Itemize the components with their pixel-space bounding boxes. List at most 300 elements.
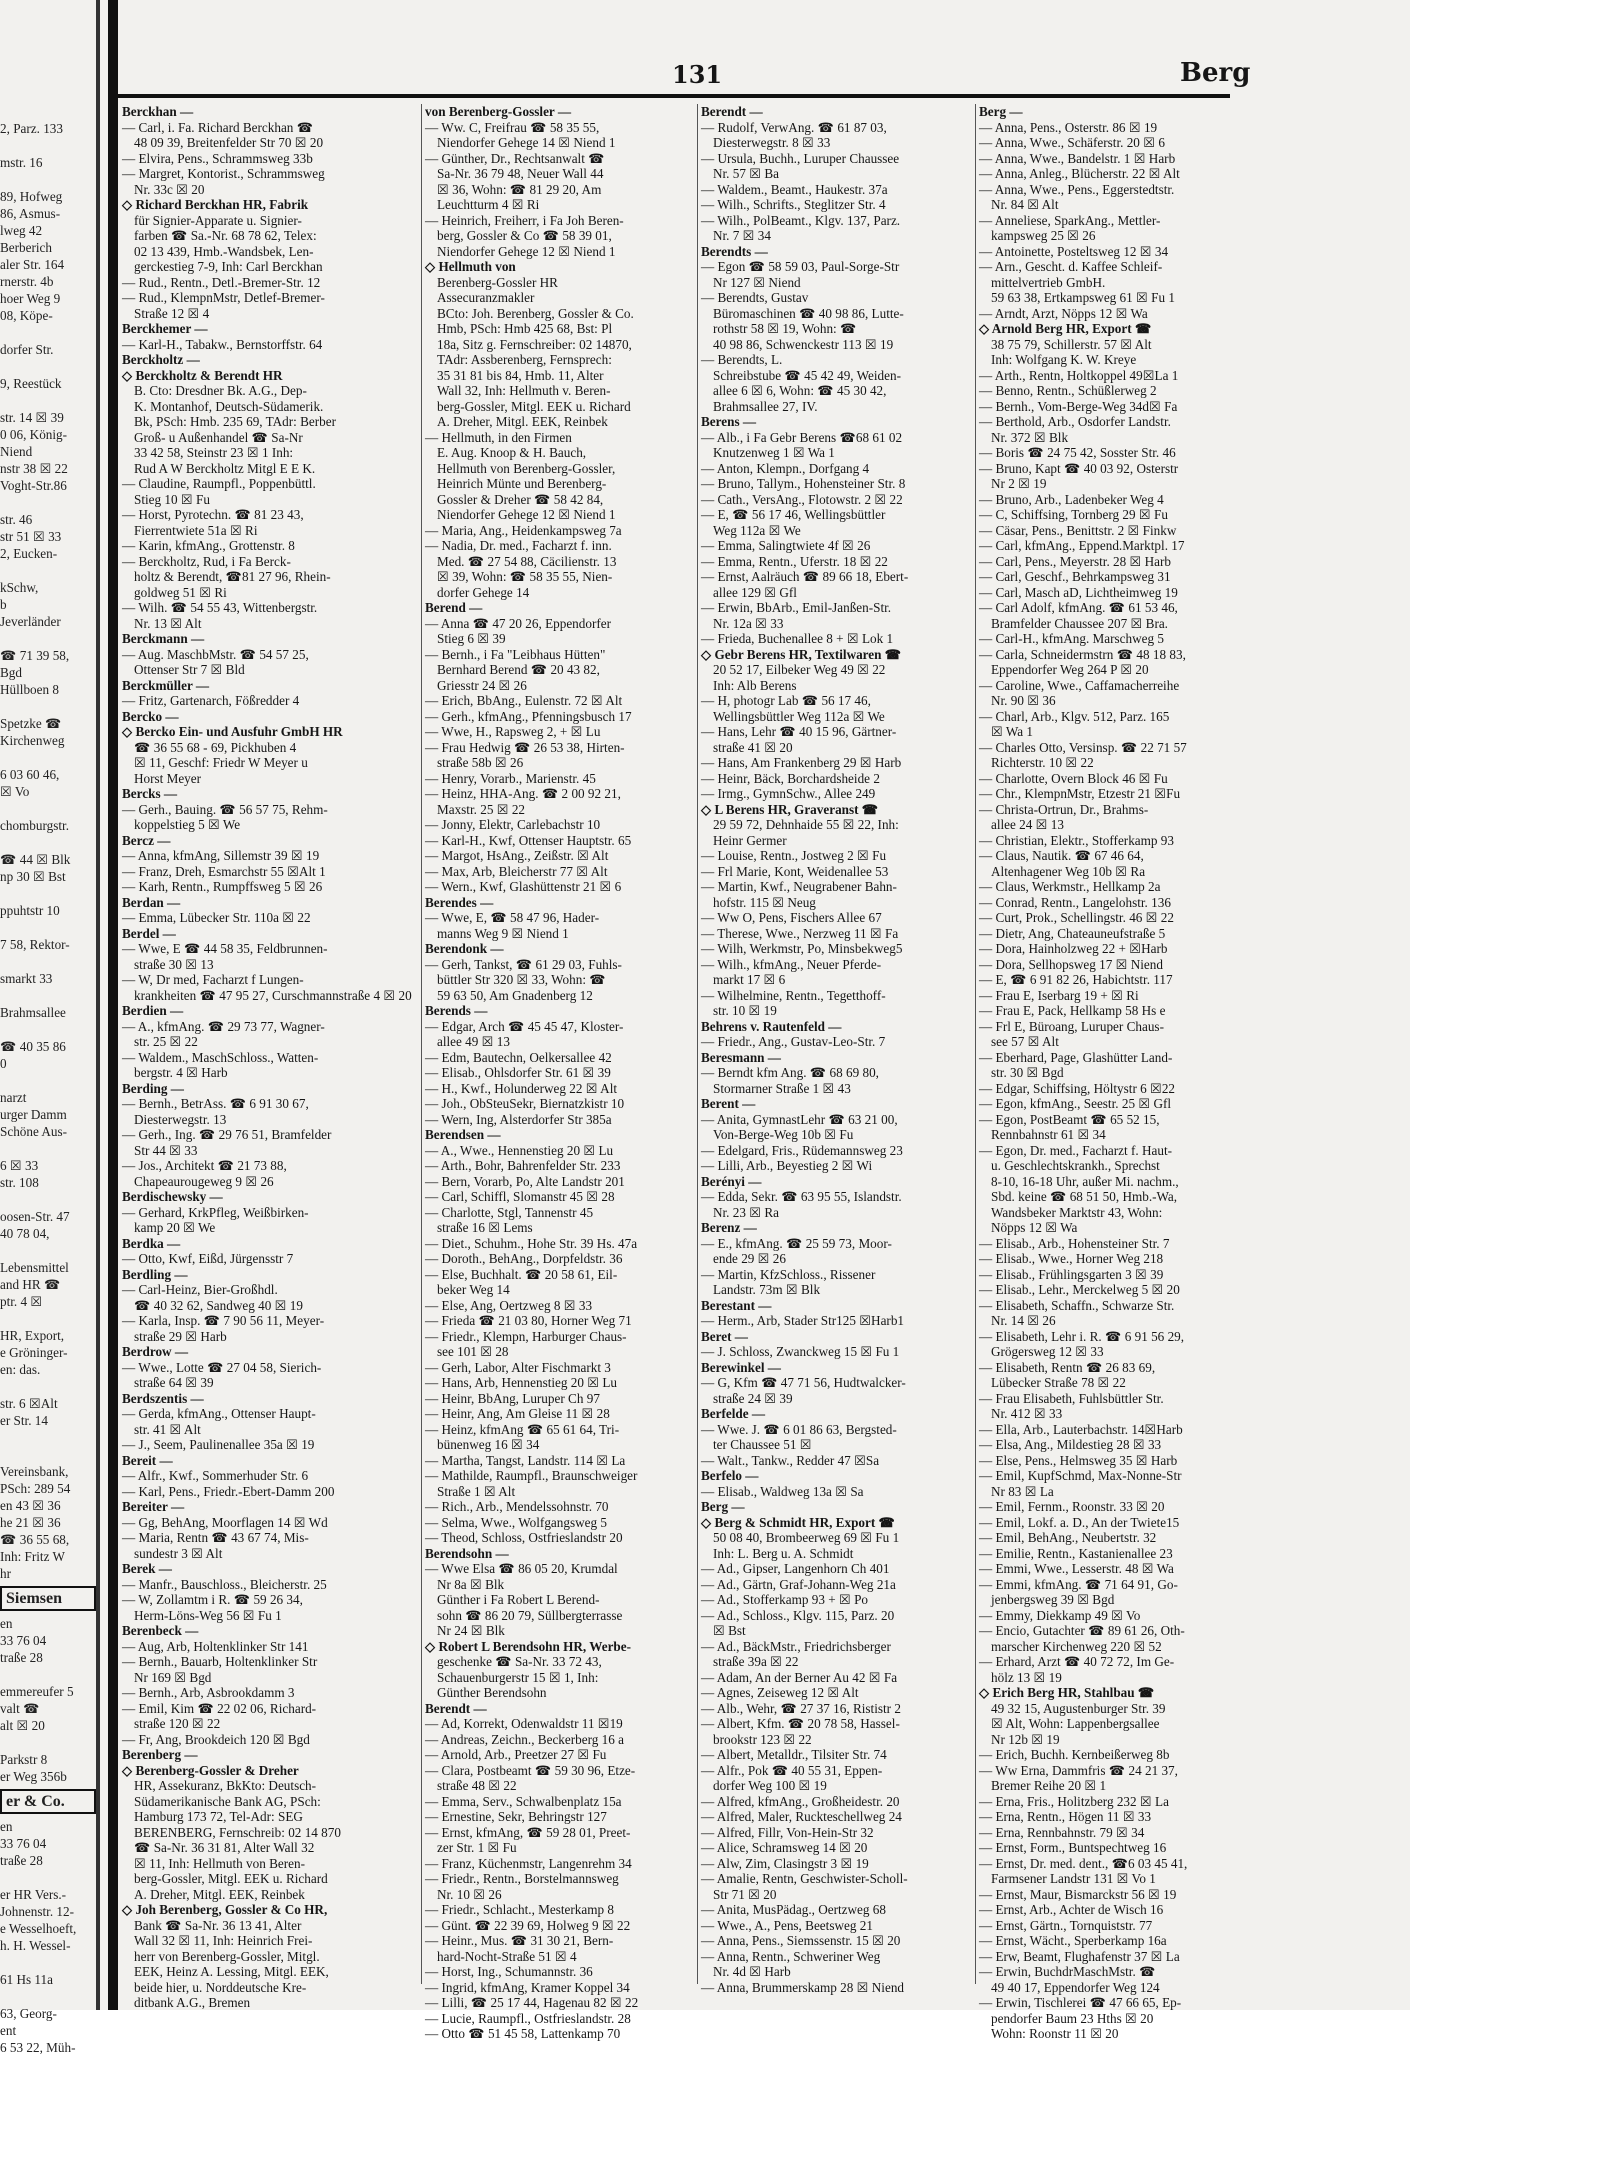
directory-entry-line: — Wilhelmine, Rentn., Tegetthoff- [701, 987, 886, 1003]
directory-entry-line: Lübecker Straße 78 ☒ 22 [991, 1375, 1126, 1390]
directory-entry-line: — Ernst, Gärtn., Tornquiststr. 77 [979, 1917, 1153, 1933]
directory-entry-line: — Hans, Arb, Hennenstieg 20 ☒ Lu [425, 1375, 618, 1390]
surname-heading: Berckhan — [122, 104, 194, 119]
directory-entry-line: Südamerikanische Bank AG, PSch: [134, 1793, 321, 1809]
surname-heading: Berent — [701, 1096, 756, 1111]
directory-entry-line: — Bernh., Arb, Asbrookdamm 3 [122, 1685, 295, 1700]
directory-entry-line: Brahmsallee 27, IV. [713, 398, 818, 414]
directory-entry-line: Rennbahnstr 61 ☒ 34 [991, 1127, 1106, 1142]
fragment-line: np 30 ☒ Bst [0, 869, 66, 884]
directory-entry-line: Altenhagener Weg 10b ☒ Ra [991, 863, 1146, 879]
directory-entry-line: — Martha, Tangst, Landstr. 114 ☒ La [425, 1452, 626, 1468]
directory-entry-line: — Frl E, Büroang, Luruper Chaus- [979, 1018, 1164, 1034]
directory-entry-line: Farmsener Landstr 131 ☒ Vo 1 [991, 1871, 1156, 1886]
directory-entry-line: EEK, Heinz A. Lessing, Mitgl. EEK, [134, 1964, 329, 1979]
column-divider [975, 104, 976, 1984]
directory-entry-line: — Wern, Ing, Alsterdorfer Str 385a [425, 1111, 612, 1127]
directory-entry-line: — Selma, Wwe., Wolfgangsweg 5 [425, 1514, 607, 1530]
directory-entry-line: Heinrich Münte und Berenberg- [437, 476, 607, 491]
directory-entry-line: — Albert, Kfm. ☎ 20 78 58, Hassel- [701, 1716, 900, 1731]
surname-heading: Berdka — [122, 1235, 181, 1251]
directory-entry-line: Maxstr. 25 ☒ 22 [437, 801, 526, 817]
directory-entry-line: — Therese, Wwe., Nerzweg 11 ☒ Fa [701, 925, 899, 941]
directory-entry-line: — J., Seem, Paulinenallee 35a ☒ 19 [122, 1437, 315, 1452]
directory-entry-line: — H, photogr Lab ☎ 56 17 46, [701, 693, 871, 708]
fragment-line: b [0, 597, 7, 612]
fragment-line: Inh: Fritz W [0, 1549, 65, 1564]
fragment-line: hoer Weg 9 [0, 291, 61, 306]
directory-entry-line: — Anneliese, SparkAng., Mettler- [979, 212, 1161, 228]
directory-entry-line: — Claudine, Raumpfl., Poppenbüttl. [122, 476, 316, 491]
directory-entry-line: — Martin, Kwf., Neugrabener Bahn- [701, 879, 897, 894]
directory-entry-line: — Erw, Beamt, Flughafenstr 37 ☒ La [979, 1948, 1180, 1964]
directory-entry-line: Nr 12b ☒ 19 [991, 1731, 1060, 1747]
directory-entry-line: Hmb, PSch: Hmb 425 68, Bst: Pl [437, 321, 613, 336]
directory-entry-line: — Ernst, Maur, Bismarckstr 56 ☒ 19 [979, 1886, 1177, 1902]
directory-entry-line: allee 129 ☒ Gfl [713, 584, 797, 600]
directory-entry-line: — Karl, Pens., Friedr.-Ebert-Damm 200 [122, 1483, 335, 1499]
directory-entry-line: — Frau E, Iserbarg 19 + ☒ Ri [979, 987, 1139, 1003]
column-4 [979, 104, 1229, 2041]
directory-entry-line: straße 48 ☒ 22 [437, 1778, 517, 1793]
directory-entry-line: — Arth., Bohr, Bahrenfelder Str. 233 [425, 1158, 621, 1173]
directory-entry-line: Med. ☎ 27 54 88, Cäcilienstr. 13 [437, 553, 617, 569]
page-gutter-line [96, 0, 100, 2010]
fragment-line [0, 834, 96, 851]
surname-heading: Berendonk — [425, 941, 504, 956]
directory-entry-line: — Eberhard, Page, Glashütter Land- [979, 1049, 1173, 1065]
directory-entry-line: farben ☎ Sa.-Nr. 68 78 62, Telex: [134, 228, 317, 243]
directory-entry-line: — Heinr., Mus. ☎ 31 30 21, Bern- [425, 1933, 614, 1948]
directory-entry-line: — Franz, Küchenmstr, Langenrehm 34 [425, 1855, 632, 1871]
directory-entry-line: str. 41 ☒ Alt [134, 1421, 201, 1437]
directory-entry-line: — Carl Adolf, kfmAng. ☎ 61 53 46, [979, 600, 1178, 615]
directory-entry-line: 35 31 81 bis 84, Hmb. 11, Alter [437, 367, 604, 383]
fragment-line: traße 28 [0, 1650, 43, 1665]
directory-entry-line: E. Aug. Knoop & H. Bauch, [437, 445, 587, 460]
fragment-line: en [0, 1616, 13, 1631]
surname-heading: Behrens v. Rautenfeld — [701, 1018, 842, 1034]
directory-entry-line: — Karl-H., Kwf, Ottenser Hauptstr. 65 [425, 832, 632, 848]
directory-entry-line: Stieg 10 ☒ Fu [134, 491, 210, 507]
directory-entry-line: — Lucie, Raumpfl., Ostfrieslandstr. 28 [425, 2010, 631, 2026]
surname-heading: Berek — [122, 1561, 172, 1576]
directory-entry-line: — E., kfmAng. ☎ 25 59 73, Moor- [701, 1235, 892, 1251]
directory-entry-line: — C, Schiffsing, Tornberg 29 ☒ Fu [979, 507, 1168, 522]
directory-entry-line: — Carl-Heinz, Bier-Großhdl. [122, 1282, 278, 1297]
directory-entry-line: — J. Schloss, Zwanckweg 15 ☒ Fu 1 [701, 1344, 900, 1359]
directory-entry-line: Hamburg 173 72, Tel-Adr: SEG [134, 1809, 303, 1824]
directory-entry-line: — Berthold, Arb., Osdorfer Landstr. [979, 414, 1171, 429]
directory-entry-line: — Gg, BehAng, Moorflagen 14 ☒ Wd [122, 1514, 328, 1530]
directory-entry-line: — Heinr, Ang, Am Gleise 11 ☒ 28 [425, 1406, 610, 1421]
directory-entry-line: — Amalie, Rentn, Geschwister-Scholl- [701, 1871, 908, 1886]
directory-entry-line: — Berendts, L. [701, 352, 783, 367]
surname-heading: Berdan — [122, 894, 181, 910]
surname-heading: Berckholtz — [122, 352, 200, 367]
fragment-line: Berberich [0, 240, 52, 255]
directory-entry-line: — Fritz, Gartenarch, Fößredder 4 [122, 693, 300, 708]
fragment-line: ☎ 40 35 86 [0, 1039, 66, 1054]
fragment-line [0, 494, 96, 511]
column-divider [697, 104, 698, 1984]
directory-entry-line: jenbergsweg 39 ☒ Bgd [991, 1592, 1115, 1607]
directory-entry-line: straße 58b ☒ 26 [437, 755, 524, 770]
fragment-line [0, 885, 96, 902]
fragment-line: str. 46 [0, 512, 33, 527]
directory-entry-line: — Bernh., i Fa "Leibhaus Hütten" [425, 646, 606, 662]
fragment-line [0, 358, 96, 375]
directory-entry-line: 50 08 40, Brombeerweg 69 ☒ Fu 1 [713, 1530, 900, 1545]
directory-entry-line: — Wilh, Werkmstr, Po, Minsbekweg5 [701, 941, 903, 956]
directory-entry-line: BCto: Joh. Berenberg, Gossler & Co. [437, 305, 634, 321]
surname-heading: von Berenberg-Gossler — [425, 104, 572, 119]
surname-heading: Berestant — [701, 1297, 772, 1313]
directory-entry-line: — Diet., Schuhm., Hohe Str. 39 Hs. 47a [425, 1235, 638, 1251]
directory-entry-line: Nr 127 ☒ Niend [713, 274, 801, 290]
directory-entry-line: — Christa-Ortrun, Dr., Brahms- [979, 801, 1149, 817]
directory-entry-line: Schauenburgerstr 15 ☒ 1, Inh: [437, 1669, 599, 1685]
fragment-line: Spetzke ☎ [0, 716, 62, 731]
directory-entry-line: — Caroline, Wwe., Caffamacherreihe [979, 677, 1180, 693]
directory-entry-line: bergstr. 4 ☒ Harb [134, 1065, 228, 1080]
fragment-line [0, 1666, 96, 1683]
surname-heading: Berdszentis — [122, 1390, 204, 1406]
fragment-line: traße 28 [0, 1853, 43, 1868]
directory-entry-line: Nr. 33c ☒ 20 [134, 181, 205, 197]
directory-entry-line: Büromaschinen ☎ 40 98 86, Lutte- [713, 305, 904, 321]
directory-entry-line: — Otto ☎ 51 45 58, Lattenkamp 70 [425, 2026, 621, 2041]
firm-entry: ◇ Berckholtz & Berendt HR [122, 367, 283, 383]
directory-entry-line: Nr 83 ☒ La [991, 1483, 1054, 1499]
fragment-line: e Gröninger- [0, 1345, 68, 1360]
directory-entry-line: — Ernst, Dr. med. dent., ☎6 03 45 41, [979, 1855, 1188, 1871]
directory-entry-line: — Elisabeth, Lehr i. R. ☎ 6 91 56 29, [979, 1328, 1185, 1344]
fragment-line: alt ☒ 20 [0, 1718, 45, 1733]
directory-entry-line: — Egon, kfmAng., Seestr. 25 ☒ Gfl [979, 1096, 1172, 1111]
directory-entry-line: allee 49 ☒ 13 [437, 1034, 510, 1049]
directory-entry-line: ditbank A.G., Bremen [134, 1995, 251, 2010]
surname-heading: Berenberg — [122, 1747, 198, 1762]
directory-entry-line: str. 10 ☒ 19 [713, 1003, 777, 1018]
surname-heading: Berendes — [425, 894, 494, 910]
directory-entry-line: Nöpps 12 ☒ Wa [991, 1220, 1078, 1235]
column-3 [701, 104, 971, 1995]
directory-entry-line: — Alb., Wehr, ☎ 27 37 16, Rististr 2 [701, 1700, 901, 1716]
fragment-line: ppuhtstr 10 [0, 903, 60, 918]
fragment-line: PSch: 289 54 [0, 1481, 71, 1496]
fragment-line [0, 137, 96, 154]
directory-entry-line: — Cäsar, Pens., Benittstr. 2 ☒ Finkw [979, 522, 1177, 538]
directory-entry-line: Nr. 372 ☒ Blk [991, 429, 1069, 445]
directory-entry-line: — Heinrich, Freiherr, i Fa Joh Beren- [425, 212, 624, 228]
fragment-line: narzt [0, 1090, 27, 1105]
fragment-line [0, 1954, 96, 1971]
directory-entry-line: ☒ 11, Geschf: Friedr W Meyer u [134, 755, 308, 770]
firm-entry: ◇ Berg & Schmidt HR, Export ☎ [701, 1514, 895, 1530]
surname-heading: Berendsen — [425, 1127, 501, 1142]
directory-entry-line: — Gerda, kfmAng., Ottenser Haupt- [122, 1406, 316, 1421]
directory-entry-line: — Karin, kfmAng., Grottenstr. 8 [122, 538, 295, 553]
fragment-line [0, 562, 96, 579]
fragment-lines-3 [0, 1818, 96, 2056]
directory-entry-line: — Aug. MaschbMstr. ☎ 54 57 25, [122, 646, 309, 662]
fragment-line: ☒ Vo [0, 784, 30, 799]
fragment-line: 86, Asmus- [0, 206, 61, 221]
directory-entry-line: ☒ Wa 1 [991, 724, 1034, 739]
fragment-line: ☎ 36 55 68, [0, 1532, 70, 1547]
directory-entry-line: K. Montanhof, Deutsch-Südamerik. [134, 398, 324, 414]
fragment-line: aler Str. 164 [0, 257, 65, 272]
directory-entry-line: straße 120 ☒ 22 [134, 1716, 221, 1731]
directory-entry-line: B. Cto: Dresdner Bk. A.G., Dep- [134, 383, 307, 398]
fragment-line: 9, Reestück [0, 376, 62, 391]
directory-entry-line: Niendorfer Gehege 12 ☒ Niend 1 [437, 507, 616, 522]
directory-entry-line: — Agnes, Zeiseweg 12 ☒ Alt [701, 1685, 859, 1700]
directory-entry-line: ☎ 40 32 62, Sandweg 40 ☒ 19 [134, 1297, 303, 1313]
directory-entry-line: — W, Zollamtm i R. ☎ 59 26 34, [122, 1592, 303, 1607]
fragment-line: valt ☎ [0, 1701, 40, 1716]
directory-entry-line: — Louise, Rentn., Jostweg 2 ☒ Fu [701, 848, 887, 863]
directory-entry-line: für Signier-Apparate u. Signier- [134, 212, 302, 228]
directory-entry-line: — Emma, Salingtwiete 4f ☒ 26 [701, 538, 871, 553]
directory-entry-line: — Maria, Rentn ☎ 43 67 74, Mis- [122, 1530, 309, 1545]
directory-entry-line: Diesterwegstr. 8 ☒ 33 [713, 135, 831, 150]
header-rule [118, 94, 1230, 98]
directory-entry-line: — Ernst, Aalräuch ☎ 89 66 18, Ebert- [701, 569, 909, 584]
directory-entry-line: 49 32 15, Augustenburger Str. 39 [991, 1700, 1166, 1716]
directory-entry-line: — Anna, Anleg., Blücherstr. 22 ☒ Alt [979, 166, 1180, 181]
directory-entry-line: Schreibstube ☎ 45 42 49, Weiden- [713, 367, 901, 383]
fragment-line [0, 1988, 96, 2005]
fragment-line: str. 14 ☒ 39 [0, 410, 64, 425]
directory-entry-line: — Günther, Dr., Rechtsanwalt ☎ [425, 150, 605, 166]
directory-entry-line: herr von Berenberg-Gossler, Mitgl. [134, 1948, 320, 1964]
fragment-line: Brahmsallee [0, 1005, 66, 1020]
fragment-lines [0, 120, 96, 1582]
fragment-line: str. 6 ☒Alt [0, 1396, 58, 1411]
fragment-line: en 43 ☒ 36 [0, 1498, 61, 1513]
firm-entry: ◇ Erich Berg HR, Stahlbau ☎ [979, 1685, 1155, 1700]
directory-entry-line: — Edm, Bautechn, Oelkersallee 42 [425, 1049, 612, 1065]
directory-entry-line: Bank ☎ Sa-Nr. 36 13 41, Alter [134, 1917, 302, 1933]
firm-entry: ◇ Richard Berckhan HR, Fabrik [122, 197, 309, 212]
directory-entry-line: straße 30 ☒ 13 [134, 956, 214, 972]
surname-heading: Berend — [425, 600, 483, 615]
directory-entry-line: — Elisab., Ohlsdorfer Str. 61 ☒ 39 [425, 1065, 611, 1080]
directory-entry-line: — Lilli, ☎ 25 17 44, Hagenau 82 ☒ 22 [425, 1995, 639, 2010]
surname-heading: Bercz — [122, 832, 171, 848]
directory-entry-line: — Ella, Arb., Lauterbachstr. 14☒Harb [979, 1421, 1183, 1437]
directory-entry-line: Rud A W Berckholtz Mitgl E E K. [134, 460, 316, 476]
directory-entry-line: TAdr: Assberenberg, Fernsprech: [437, 352, 612, 367]
directory-entry-line: sundestr 3 ☒ Alt [134, 1545, 223, 1561]
directory-entry-line: — Else, Buchhalt. ☎ 20 58 61, Eil- [425, 1266, 618, 1282]
directory-entry-line: Wall 32, Inh: Hellmuth v. Beren- [437, 383, 611, 398]
directory-entry-line: — Ernestine, Sekr, Behringstr 127 [425, 1809, 607, 1824]
fragment-line [0, 1310, 96, 1327]
fragment-line: 6 ☒ 33 [0, 1158, 39, 1173]
directory-entry-line: Straße 12 ☒ 4 [134, 305, 210, 321]
fragment-line: mstr. 16 [0, 155, 43, 170]
fragment-line: str. 108 [0, 1175, 39, 1190]
directory-entry-line: — Anna ☎ 47 20 26, Eppendorfer [425, 615, 611, 631]
directory-entry-line: — Anna, Pens., Osterstr. 86 ☒ 19 [979, 119, 1158, 135]
directory-entry-line: — Wwe., A., Pens, Beetsweg 21 [701, 1917, 873, 1933]
directory-entry-line: Nr. 7 ☒ 34 [713, 228, 771, 243]
firm-entry: ◇ Joh Berenberg, Gossler & Co HR, [122, 1902, 328, 1917]
column-2 [425, 104, 693, 2041]
directory-entry-line: — Wilh. ☎ 54 55 43, Wittenbergstr. [122, 600, 318, 615]
fragment-line: Bgd [0, 665, 22, 680]
directory-entry-line: — Alfred, kfmAng., Großheidestr. 20 [701, 1793, 900, 1809]
directory-entry-line: Stieg 6 ☒ 39 [437, 631, 506, 646]
directory-entry-line: — Charlotte, Stgl, Tannenstr 45 [425, 1204, 594, 1220]
directory-entry-line: — Wilh., kfmAng., Neuer Pferde- [701, 956, 882, 972]
surname-heading: Berfelo — [701, 1468, 759, 1483]
directory-entry-line: Niendorfer Gehege 14 ☒ Niend 1 [437, 135, 616, 150]
directory-entry-line: Richterstr. 10 ☒ 22 [991, 755, 1094, 770]
fragment-line [0, 1446, 96, 1463]
directory-entry-line: Landstr. 73m ☒ Blk [713, 1282, 821, 1297]
fragment-line: kSchw, [0, 580, 39, 595]
directory-entry-line: — Bruno, Kapt ☎ 40 03 92, Osterstr [979, 460, 1179, 476]
directory-entry-line: — A., Wwe., Hennenstieg 20 ☒ Lu [425, 1142, 614, 1158]
surname-heading: Berenbeck — [122, 1623, 199, 1638]
fragment-line: ptr. 4 ☒ [0, 1294, 43, 1309]
directory-entry-line: BERENBERG, Fernschreib: 02 14 870 [134, 1824, 341, 1840]
surname-heading: Berewinkel — [701, 1359, 781, 1375]
directory-entry-line: — Ernst, Form., Buntspechtweg 16 [979, 1840, 1167, 1855]
directory-entry-line: — Emilie, Rentn., Kastanienallee 23 [979, 1545, 1173, 1561]
directory-entry-line: Assecuranzmakler [437, 290, 535, 305]
fragment-line: 6 03 60 46, [0, 767, 60, 782]
directory-entry-line: — Andreas, Zeichn., Beckerberg 16 a [425, 1731, 624, 1747]
directory-entry-line: see 57 ☒ Alt [991, 1034, 1059, 1049]
fragment-line [0, 1021, 96, 1038]
directory-entry-line: dorfer Gehege 14 [437, 584, 530, 600]
directory-entry-line: — Gerh, Labor, Alter Fischmarkt 3 [425, 1359, 611, 1375]
directory-entry-line: straße 16 ☒ Lems [437, 1220, 533, 1235]
directory-entry-line: — Hans, Am Frankenberg 29 ☒ Harb [701, 755, 902, 770]
directory-entry-line: — Hellmuth, in den Firmen [425, 429, 572, 445]
directory-entry-line: — Albert, Metalldr., Tilsiter Str. 74 [701, 1747, 887, 1762]
directory-entry-line: — Adam, An der Berner Au 42 ☒ Fa [701, 1669, 898, 1685]
surname-heading: Beresmann — [701, 1049, 781, 1065]
directory-entry-line: straße 24 ☒ 39 [713, 1390, 793, 1406]
directory-entry-line: — Emmy, Diekkamp 49 ☒ Vo [979, 1607, 1141, 1623]
fragment-line: 33 76 04 [0, 1633, 47, 1648]
fragment-line: 2, Parz. 133 [0, 121, 63, 136]
directory-entry-line: — Frl Marie, Kont, Weidenallee 53 [701, 863, 889, 879]
directory-entry-line: — Erwin, BuchdrMaschMstr. ☎ [979, 1964, 1156, 1979]
fragment-line [0, 1191, 96, 1208]
directory-entry-line: Griesstr 24 ☒ 26 [437, 677, 527, 693]
directory-entry-line: straße 64 ☒ 39 [134, 1375, 214, 1390]
directory-entry-line: — Edelgard, Fris., Rüdemannsweg 23 [701, 1142, 903, 1158]
directory-entry-line: — Anna, Pens., Siemssenstr. 15 ☒ 20 [701, 1933, 901, 1948]
directory-entry-line: — Mathilde, Raumpfl., Braunschweiger [425, 1468, 638, 1483]
fragment-line: smarkt 33 [0, 971, 53, 986]
running-head: Berg [1180, 58, 1251, 88]
directory-entry-line: Niendorfer Gehege 12 ☒ Niend 1 [437, 243, 616, 259]
directory-entry-line: — Heinz, kfmAng ☎ 65 61 64, Tri- [425, 1421, 620, 1437]
directory-entry-line: — Berckholtz, Rud, i Fa Berck- [122, 553, 291, 569]
directory-entry-line: marscher Kirchenweg 220 ☒ 52 [991, 1638, 1162, 1654]
directory-entry-line: ☒ 39, Wohn: ☎ 58 35 55, Nien- [437, 569, 613, 584]
directory-entry-line: — Boris ☎ 24 75 42, Sosster Str. 46 [979, 445, 1176, 460]
directory-entry-line: — Ad., Gärtn, Graf-Johann-Weg 21a [701, 1576, 896, 1592]
directory-entry-line: — Arndt, Arzt, Nöpps 12 ☒ Wa [979, 305, 1148, 321]
directory-entry-line: straße 39a ☒ 22 [713, 1654, 799, 1669]
directory-entry-line: Horst Meyer [134, 770, 202, 786]
directory-entry-line: A. Dreher, Mitgl. EEK, Reinbek [437, 414, 608, 429]
directory-entry-line: markt 17 ☒ 6 [713, 972, 786, 987]
directory-entry-line: — Elisab., Frühlingsgarten 3 ☒ 39 [979, 1266, 1164, 1282]
directory-entry-line: — Charlotte, Overn Block 46 ☒ Fu [979, 770, 1168, 786]
directory-entry-line: Nr. 57 ☒ Ba [713, 166, 780, 181]
directory-entry-line: Günther Berendsohn [437, 1685, 547, 1700]
directory-entry-line: — Joh., ObSteuSekr, Biernatzkistr 10 [425, 1096, 625, 1111]
directory-entry-line: — Anna, Wwe., Bandelstr. 1 ☒ Harb [979, 150, 1176, 166]
directory-entry-line: dorfer Weg 100 ☒ 19 [713, 1778, 827, 1793]
fragment-line: en [0, 1819, 13, 1834]
directory-entry-line: kampsweg 25 ☒ 26 [991, 228, 1096, 243]
directory-entry-line: hofstr. 115 ☒ Neug [713, 894, 816, 910]
fragment-line: ☎ 71 39 58, [0, 648, 70, 663]
fragment-line: Kirchenweg [0, 733, 65, 748]
fragment-line [0, 698, 96, 715]
directory-entry-line: — Nadia, Dr. med., Facharzt f. inn. [425, 538, 612, 553]
fragment-line: er Weg 356b [0, 1769, 67, 1784]
directory-entry-line: — Frau Elisabeth, Fuhlsbüttler Str. [979, 1390, 1164, 1406]
firm-entry: ◇ Hellmuth von [425, 259, 516, 274]
column-1 [122, 104, 418, 2010]
fragment-line [0, 1072, 96, 1089]
directory-entry-line: Straße 1 ☒ Alt [437, 1483, 516, 1499]
fragment-line: Jeverländer [0, 614, 61, 629]
fragment-line [0, 919, 96, 936]
fragment-line: nstr 38 ☒ 22 [0, 461, 68, 476]
left-box-siemsen: Siemsen [0, 1586, 96, 1611]
directory-entry-line: 59 63 38, Ertkampsweg 61 ☒ Fu 1 [991, 290, 1175, 305]
directory-entry-line: bünenweg 16 ☒ 34 [437, 1437, 540, 1452]
directory-entry-line: — Elisabeth, Rentn ☎ 26 83 69, [979, 1359, 1156, 1375]
directory-entry-line: — Hans, Lehr ☎ 40 15 96, Gärtner- [701, 724, 897, 739]
directory-entry-line: — Erich, BbAng., Eulenstr. 72 ☒ Alt [425, 693, 623, 708]
directory-entry-line: ☒ Bst [713, 1623, 746, 1638]
directory-entry-line: — W, Dr med, Facharzt f Lungen- [122, 972, 304, 987]
directory-entry-line: — Ad., Schloss., Klgv. 115, Parz. 20 [701, 1607, 895, 1623]
directory-entry-line: — Günt. ☎ 22 39 69, Holweg 9 ☒ 22 [425, 1917, 631, 1933]
fragment-line [0, 1429, 96, 1446]
fragment-line [0, 1140, 96, 1157]
surname-heading: Beret — [701, 1328, 748, 1344]
directory-entry-line: straße 29 ☒ Harb [134, 1328, 227, 1344]
directory-entry-line: — Carl, Pens., Meyerstr. 28 ☒ Harb [979, 553, 1172, 569]
directory-entry-line: kamp 20 ☒ We [134, 1220, 216, 1235]
directory-entry-line: — Jos., Architekt ☎ 21 73 88, [122, 1158, 287, 1173]
fragment-line: hr [0, 1566, 11, 1581]
directory-entry-line: — Bernh., Bauarb, Holtenklinker Str [122, 1654, 318, 1669]
fragment-line: Niend [0, 444, 33, 459]
fragment-line: chomburgstr. [0, 818, 69, 833]
directory-entry-line: — Anita, MusPädag., Oertzweg 68 [701, 1902, 886, 1917]
firm-entry: ◇ Gebr Berens HR, Textilwaren ☎ [701, 646, 902, 662]
firm-entry: ◇ Arnold Berg HR, Export ☎ [979, 321, 1152, 336]
directory-entry-line: Nr. 10 ☒ 26 [437, 1886, 502, 1902]
directory-entry-line: Wohn: Roonstr 11 ☒ 20 [991, 2026, 1119, 2041]
